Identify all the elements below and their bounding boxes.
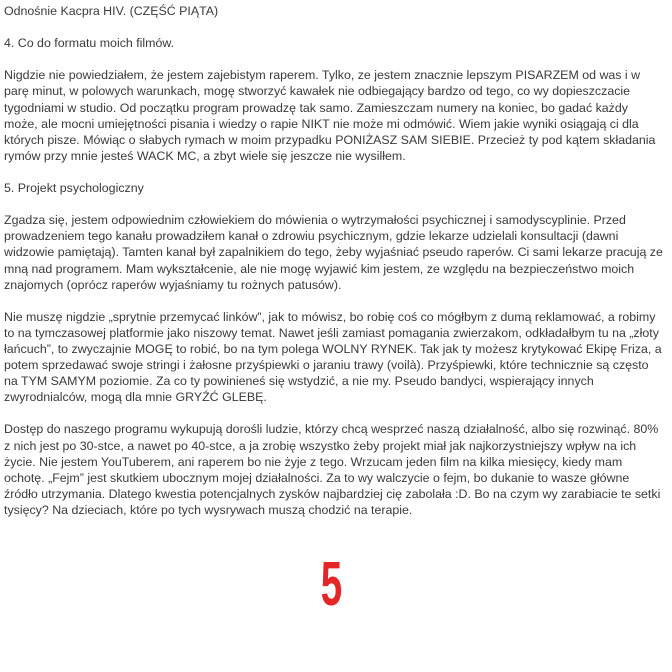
section-4-heading: 4. Co do formatu moich filmów. — [4, 36, 175, 51]
section-5-paragraph-1: Zgadza się, jestem odpowiednim człowiekiem do mówienia o wytrzymałości psychicznej i samodyscyplinie. Przed prowadzeniem tego kanału prowadziłem kanał o zdrowiu psychicznym, gdzie lekarze udzielali konsultacji (dawni widzowie pamiętają). Tamten kanał był zapalnikiem do tego, żeby wyjaśniać pseudo raperów. Ci sami lekarze pracują ze mną nad programem. Mam wykształcenie, ale nie mogę wyjawić kim jestem, ze względu na bezpieczeństwo moich znajomych (oprócz raperów wyjaśniamy tu rożnych patusów). — [4, 213, 663, 292]
section-4-paragraph: Nigdzie nie powiedziałem, że jestem zajebistym raperem. Tylko, ze jestem znacznie lepszym PISARZEM od was i w parę minut, w polowych warunkach, mogę stworzyć kawałek nie odbiegający bardzo od tego, co wy dopieszczacie tygodniami w studio. Od początku program prowadzę tak samo. Zamieszczam numery na koniec, bo gadać każdy może, ale mocni umiejętności pisania i wiedzy o rapie NIKT nie może mi odmówić. Wiem jakie wyniki osiągają ci dla których pisze. Mówiąc o słabych rymach w moim przypadku PONIŻASZ SAM SIEBIE. Przecież ty pod kątem składania rymów przy mnie jesteś WACK MC, a zbyt wiele się jeszcze nie wysilłem. — [4, 68, 656, 163]
section-5-heading: 5. Projekt psychologiczny — [4, 181, 144, 196]
section-5-paragraph-2: Nie muszę nigdzie „sprytnie przemycać linków”, jak to mówisz, bo robię coś co mógłbym z dumą reklamować, a robimy to na tymczasowej platformie jako niszowy temat. Nawet jeśli zamiast pomagania zwierzakom, odkładałbym tu na „złoty łańcuch”, to zwyczajnie MOGĘ to robić, bo na tym polega WOLNY RYNEK. Tak jak ty możesz krytykować Ekipę Friza, a potem sprzedawać swoje stringi i żałosne przyśpiewki o jaraniu trawy (voilà). Przyśpiewki, które technicznie są często na TYM SAMYM poziomie. Za co ty powinieneś się wstydzić, a nie my. Pseudo bandyci, wspierający innych zwyrodnialców, mogą dla mnie GRYŹĆ GLEBĘ. — [4, 309, 662, 405]
section-5-paragraph-3: Dostęp do naszego programu wykupują dorośli ludzie, którzy chcą wesprzeć naszą działalność, albo się rozwinąć. 80% z nich jest po 30-stce, a nawet po 40-stce, a ja zrobię wszystko żeby projekt miał jak najkorzystniejszy wpływ na ich życie. Nie jestem YouTuberem, ani raperem bo nie żyje z tego. Wrzucam jeden film na kilka miesięcy, kiedy mam ochotę. „Fejm” jest skutkiem ubocznym mojej działalności. Za to wy walczycie o fejm, bo dukanie to wasze główne źródło utrzymania. Dlatego kwestia potencjalnych zysków najbardziej cię zabolała :D. Bo na czym wy zarabiacie te setki tysięcy? Na dzieciach, które po tych wysrywach muszą chodzić na terapie. — [4, 422, 661, 517]
page-number: 5 — [320, 550, 343, 619]
document-body — [4, 3, 664, 534]
document-title: Odnośnie Kacpra HIV. (CZĘŚĆ PIĄTA) — [4, 4, 219, 18]
